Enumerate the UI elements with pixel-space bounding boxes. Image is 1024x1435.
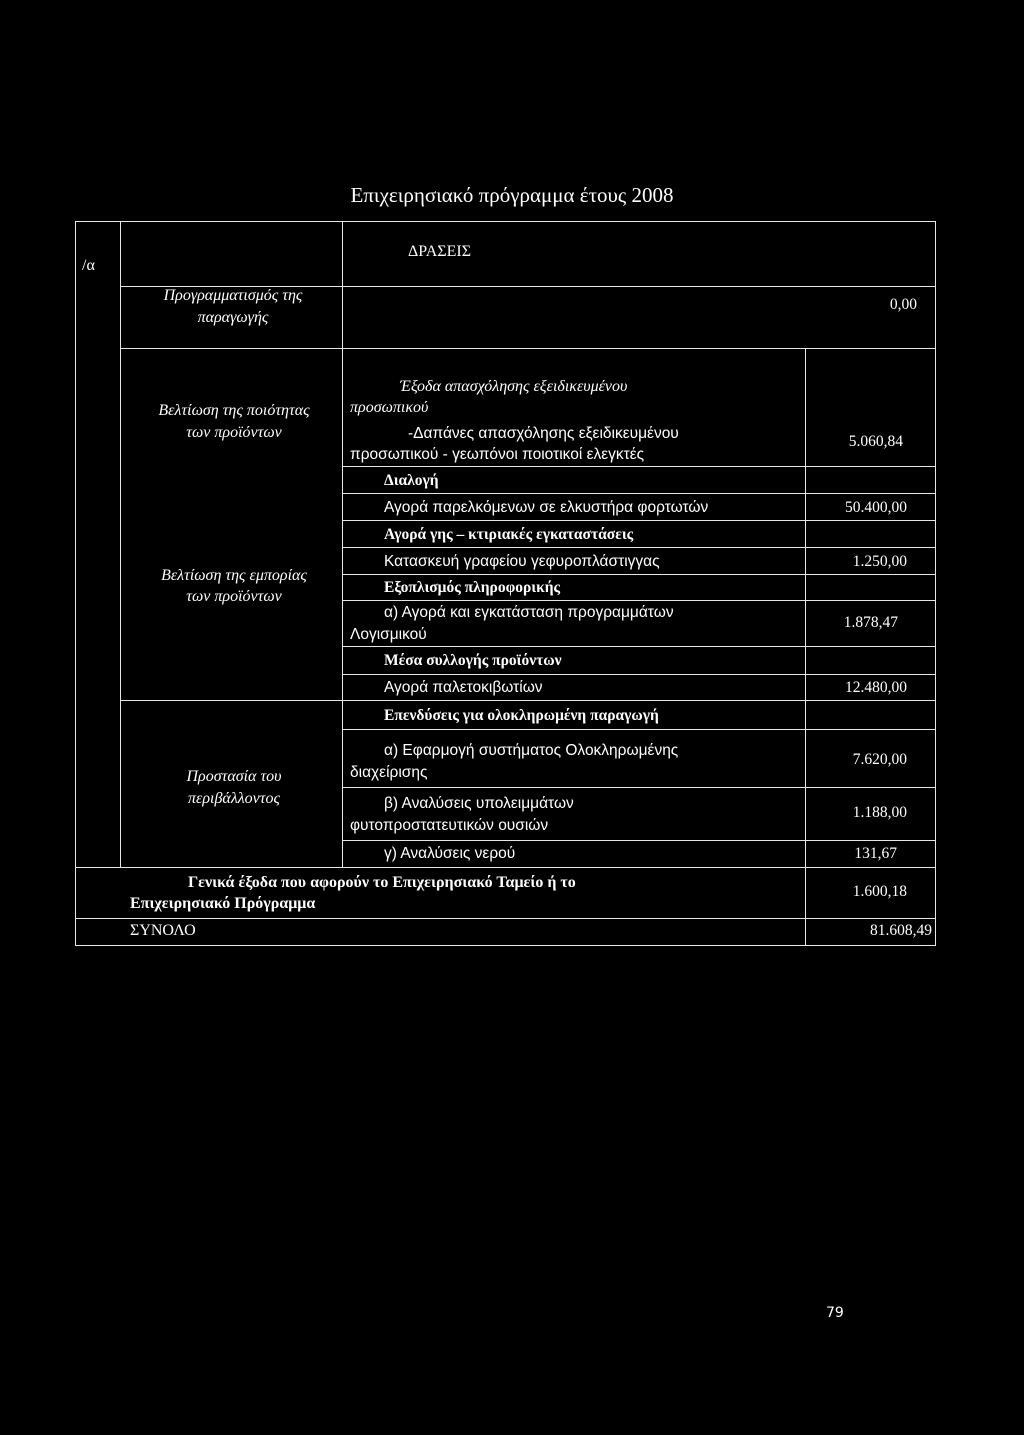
quality-amount: 5.060,84 xyxy=(848,433,903,450)
quality-label-line2: των προϊόντων xyxy=(186,424,282,441)
header-col-a: /α xyxy=(82,257,95,274)
land-heading: Αγορά γης – κτιριακές εγκαταστάσεις xyxy=(384,526,634,543)
environment-item-c-amount: 131,67 xyxy=(854,845,897,862)
quality-detail-line1: -Δαπάνες απασχόλησης εξειδικευμένου xyxy=(408,425,679,442)
sorting-item: Αγορά παρελκόμενων σε ελκυστήρα φορτωτών xyxy=(384,499,709,516)
collection-heading: Μέσα συλλογής προϊόντων xyxy=(384,652,562,669)
marketing-label-line2: των προϊόντων xyxy=(186,588,282,605)
general-label-line2: Επιχειρησιακό Πρόγραμμα xyxy=(130,895,316,912)
environment-item-b-amount: 1.188,00 xyxy=(852,804,907,821)
land-amount: 1.250,00 xyxy=(852,553,907,570)
sorting-amount: 50.400,00 xyxy=(845,499,907,516)
header-col-actions: ΔΡΑΣΕΙΣ xyxy=(408,243,472,260)
it-heading: Εξοπλισμός πληροφορικής xyxy=(384,579,561,596)
environment-item-a-line2: διαχείρισης xyxy=(350,764,428,781)
general-amount: 1.600,18 xyxy=(852,883,907,900)
quality-heading-line2: προσωπικού xyxy=(350,399,429,416)
programming-label-line1: Προγραμματισμός της xyxy=(163,287,303,304)
it-item-line1: α) Αγορά και εγκατάσταση προγραμμάτων xyxy=(384,604,674,621)
environment-item-a-amount: 7.620,00 xyxy=(852,751,907,768)
programming-amount: 0,00 xyxy=(889,296,917,313)
environment-item-b-line1: β) Αναλύσεις υπολειμμάτων xyxy=(384,795,574,812)
page-number: 79 xyxy=(826,1305,844,1321)
it-item-line2: Λογισμικού xyxy=(350,626,427,643)
environment-label-line1: Προστασία του xyxy=(186,768,282,785)
quality-heading-line1: Έξοδα απασχόλησης εξειδικευμένου xyxy=(400,378,628,395)
collection-item: Αγορά παλετοκιβωτίων xyxy=(384,679,543,696)
land-item: Κατασκευή γραφείου γεφυροπλάστιγγας xyxy=(384,553,660,570)
quality-label-line1: Βελτίωση της ποιότητας xyxy=(158,402,310,419)
collection-amount: 12.480,00 xyxy=(845,679,907,696)
environment-item-a-line1: α) Εφαρμογή συστήματος Ολοκληρωμένης xyxy=(384,742,679,759)
sorting-heading: Διαλογή xyxy=(384,472,439,489)
programming-label-line2: παραγωγής xyxy=(197,309,269,326)
environment-label-line2: περιβάλλοντος xyxy=(188,790,280,807)
general-label-line1: Γενικά έξοδα που αφορούν το Επιχειρησιακό Ταμείο ή το xyxy=(188,874,576,891)
environment-heading: Επενδύσεις για ολοκληρωμένη παραγωγή xyxy=(384,707,659,724)
environment-item-c: γ) Αναλύσεις νερού xyxy=(384,845,516,862)
document-title: Επιχειρησιακό πρόγραμμα έτους 2008 xyxy=(350,183,674,207)
marketing-label-line1: Βελτίωση της εμπορίας xyxy=(161,567,307,584)
quality-detail-line2: προσωπικού - γεωπόνοι ποιοτικοί ελεγκτές xyxy=(350,446,645,463)
environment-item-b-line2: φυτοπροστατευτικών ουσιών xyxy=(350,817,549,834)
total-amount: 81.608,49 xyxy=(870,922,932,939)
total-label: ΣΥΝΟΛΟ xyxy=(130,922,196,939)
it-amount: 1.878,47 xyxy=(843,614,898,631)
